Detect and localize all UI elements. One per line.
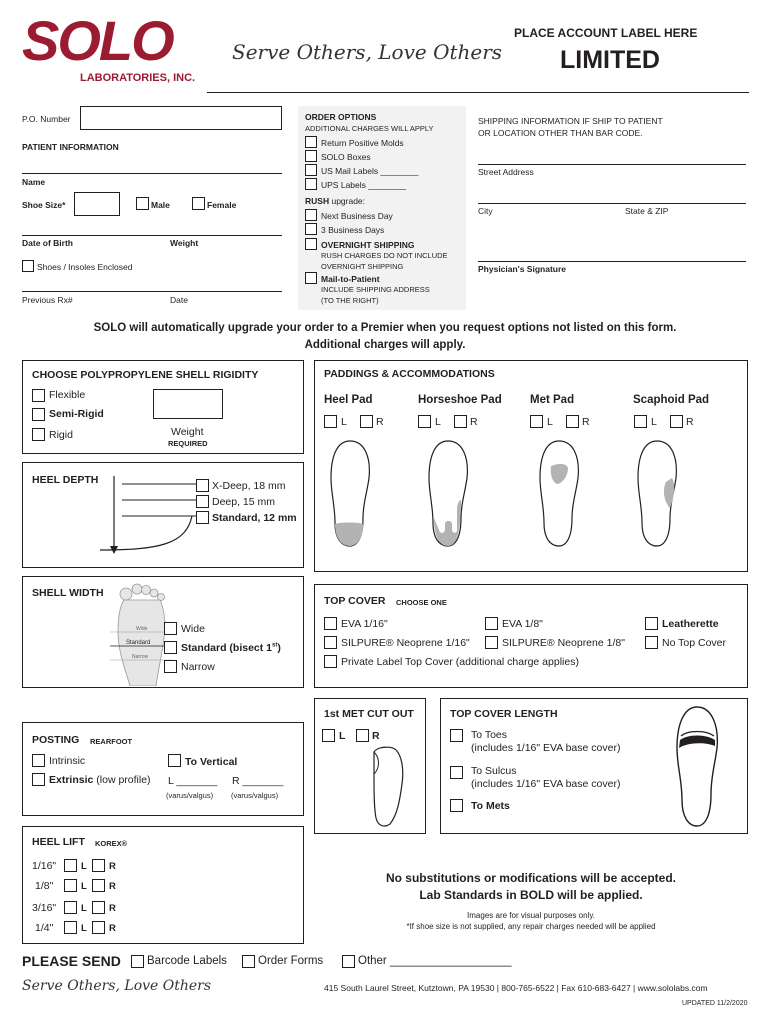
order-options-title: ORDER OPTIONS	[305, 112, 377, 122]
heel-lift-r: R	[109, 923, 116, 934]
heel-lift-r: R	[109, 903, 116, 914]
scaphoid-pad-label: Scaphoid Pad	[633, 394, 710, 406]
diagram-wide-text: Wide	[136, 626, 148, 632]
heel-pad-left-checkbox[interactable]	[324, 415, 337, 428]
pad-r-label: R	[470, 416, 478, 428]
pad-l-label: L	[547, 416, 553, 428]
no-top-cover-checkbox[interactable]	[645, 636, 658, 649]
intrinsic-checkbox[interactable]	[32, 754, 45, 767]
deep-label: Deep, 15 mm	[212, 496, 276, 508]
pad-l-label: L	[435, 416, 441, 428]
diagram-standard-text: Standard	[126, 640, 151, 646]
rearfoot-label: REARFOOT	[90, 737, 133, 746]
order-option-label: UPS Labels ________	[321, 180, 407, 190]
heel-lift-116-right-checkbox[interactable]	[92, 859, 105, 872]
rush-option-label: Next Business Day	[321, 211, 393, 221]
met-pad-left-checkbox[interactable]	[530, 415, 543, 428]
solo-boxes-checkbox[interactable]	[305, 150, 317, 162]
female-label: Female	[207, 200, 237, 210]
met-cut-r-label: R	[372, 730, 380, 742]
leatherette-checkbox[interactable]	[645, 617, 658, 630]
pad-r-label: R	[376, 416, 384, 428]
male-label: Male	[151, 200, 170, 210]
mail-note: (TO THE RIGHT)	[321, 296, 379, 305]
paddings-title: PADDINGS & ACCOMMODATIONS	[324, 368, 495, 380]
mail-note: INCLUDE SHIPPING ADDRESS	[321, 285, 430, 294]
required-label: REQUIRED	[168, 439, 208, 448]
dob-label: Date of Birth	[22, 238, 73, 248]
met-cut-insole-image	[368, 744, 408, 828]
top-cover-option: SILPURE® Neoprene 1/8"	[502, 637, 625, 649]
overnight-checkbox[interactable]	[305, 238, 317, 250]
met-pad-label: Met Pad	[530, 394, 575, 406]
header-tagline: Serve Others, Love Others	[232, 40, 503, 64]
city-label: City	[478, 206, 493, 216]
logo-sub: LABORATORIES, INC.	[80, 72, 196, 84]
extrinsic-checkbox[interactable]	[32, 773, 45, 786]
pad-l-label: L	[651, 416, 657, 428]
footer-address: 415 South Laurel Street, Kutztown, PA 19530 | 800-765-6522 | Fax 610-683-6427 | www.sololabs.com	[324, 983, 708, 993]
to-vertical-checkbox[interactable]	[168, 754, 181, 767]
heel-lift-size: 1/8"	[35, 880, 54, 892]
top-cover-option: EVA 1/16"	[341, 618, 388, 630]
heel-depth-title: HEEL DEPTH	[32, 474, 99, 486]
previous-rx-line	[22, 291, 282, 292]
scaphoid-pad-right-checkbox[interactable]	[670, 415, 683, 428]
low-profile-text: (low profile)	[96, 774, 151, 786]
top-cover-option: Leatherette	[662, 618, 719, 630]
narrow-checkbox[interactable]	[164, 660, 177, 673]
horseshoe-pad-label: Horseshoe Pad	[418, 394, 502, 406]
top-cover-option: No Top Cover	[662, 637, 727, 649]
next-day-checkbox[interactable]	[305, 209, 317, 221]
silpure-116-checkbox[interactable]	[324, 636, 337, 649]
flexible-label: Flexible	[49, 389, 86, 401]
heel-lift-18-right-checkbox[interactable]	[92, 879, 105, 892]
heel-lift-l: L	[81, 881, 87, 892]
to-toes-label: To Toes	[471, 729, 507, 741]
city-line	[478, 203, 746, 204]
semi-rigid-label: Semi-Rigid	[49, 408, 104, 420]
physician-label: Physician's Signature	[478, 264, 566, 274]
shoe-size-field[interactable]	[74, 192, 120, 216]
x-deep-label: X-Deep, 18 mm	[212, 480, 286, 492]
heel-lift-l: L	[81, 903, 87, 914]
foot-width-diagram	[110, 582, 172, 686]
x-deep-checkbox[interactable]	[196, 479, 209, 492]
disclaimer-note: Images are for visual purposes only.	[467, 911, 595, 920]
pad-l-label: L	[341, 416, 347, 428]
pad-r-label: R	[686, 416, 694, 428]
met-cut-left-checkbox[interactable]	[322, 729, 335, 742]
scaphoid-pad-insole-image	[632, 438, 682, 550]
weight-label: Weight	[170, 238, 199, 248]
account-label: PLACE ACCOUNT LABEL HERE	[514, 26, 698, 40]
heel-lift-size: 1/4"	[35, 922, 54, 934]
scaphoid-pad-left-checkbox[interactable]	[634, 415, 647, 428]
narrow-label: Narrow	[181, 661, 215, 673]
to-toes-checkbox[interactable]	[450, 729, 463, 742]
overnight-note: RUSH CHARGES DO NOT INCLUDE	[321, 251, 448, 260]
po-number-label: P.O. Number	[22, 114, 71, 124]
wide-label: Wide	[181, 623, 205, 635]
standard-depth-label: Standard, 12 mm	[212, 512, 297, 524]
to-sulcus-checkbox[interactable]	[450, 766, 463, 779]
met-cut-right-checkbox[interactable]	[356, 729, 369, 742]
heel-pad-right-checkbox[interactable]	[360, 415, 373, 428]
street-line	[478, 164, 746, 165]
other-label: Other ___________________	[358, 955, 512, 967]
standard-width-label	[181, 642, 281, 654]
top-cover-option: EVA 1/8"	[502, 618, 543, 630]
weight-field[interactable]	[153, 389, 223, 419]
varus-valgus-label: (varus/valgus)	[231, 791, 279, 800]
to-mets-checkbox[interactable]	[450, 799, 463, 812]
heel-lift-316-right-checkbox[interactable]	[92, 901, 105, 914]
standard-width-sup: st	[272, 642, 278, 649]
top-cover-title: TOP COVER	[324, 595, 386, 607]
logo-main: SOLO	[22, 9, 173, 72]
physician-line	[478, 261, 746, 262]
rush-suffix: upgrade:	[331, 196, 366, 206]
heel-lift-size: 3/16"	[32, 902, 57, 914]
please-send-title: PLEASE SEND	[22, 953, 121, 969]
ups-labels-checkbox[interactable]	[305, 178, 317, 190]
heel-lift-r: R	[109, 861, 116, 872]
footer-tagline: Serve Others, Love Others	[22, 978, 212, 994]
order-option-label: SOLO Boxes	[321, 152, 371, 162]
intrinsic-label: Intrinsic	[49, 755, 86, 767]
shoe-size-label: Shoe Size*	[22, 200, 66, 210]
heel-lift-14-right-checkbox[interactable]	[92, 921, 105, 934]
met-pad-right-checkbox[interactable]	[566, 415, 579, 428]
rush-option-label: 3 Business Days	[321, 225, 385, 235]
shipping-info-line: SHIPPING INFORMATION IF SHIP TO PATIENT	[478, 116, 663, 126]
dob-line	[22, 235, 282, 236]
to-mets-label: To Mets	[471, 800, 510, 812]
disclaimer-line: No substitutions or modifications will be accepted.	[385, 871, 677, 885]
eva-18-checkbox[interactable]	[485, 617, 498, 630]
to-sulcus-note: (includes 1/16" EVA base cover)	[471, 778, 621, 790]
silpure-18-checkbox[interactable]	[485, 636, 498, 649]
semi-rigid-checkbox[interactable]	[32, 408, 45, 421]
shoes-insoles-label: Shoes / Insoles Enclosed	[37, 262, 133, 272]
met-pad-insole-image	[534, 438, 584, 550]
order-options-note: ADDITIONAL CHARGES WILL APPLY	[305, 124, 434, 133]
rush-label: RUSH	[305, 196, 330, 206]
mail-to-patient-checkbox[interactable]	[305, 272, 317, 284]
shipping-info-line: OR LOCATION OTHER THAN BAR CODE.	[478, 128, 643, 138]
male-checkbox[interactable]	[136, 197, 149, 210]
diagram-narrow-text: Narrow	[132, 654, 149, 660]
notice-line: SOLO will automatically upgrade your order to a Premier when you request options not listed on this form.	[93, 322, 677, 334]
us-mail-checkbox[interactable]	[305, 164, 317, 176]
shoes-insoles-checkbox[interactable]	[22, 260, 34, 272]
upgrade-notice	[22, 320, 748, 354]
to-vertical-label: To Vertical	[185, 756, 238, 768]
heel-lift-title: HEEL LIFT	[32, 836, 85, 848]
top-cover-length-insole-image	[672, 704, 722, 830]
name-label: Name	[22, 177, 46, 187]
standard-depth-checkbox[interactable]	[196, 511, 209, 524]
posting-r-field[interactable]: R _______	[232, 775, 284, 787]
to-toes-note: (includes 1/16" EVA base cover)	[471, 742, 621, 754]
heel-lift-14-left-checkbox[interactable]	[64, 921, 77, 934]
extrinsic-label	[49, 774, 151, 786]
met-cut-title: 1st MET CUT OUT	[324, 708, 414, 720]
paddings-section	[314, 360, 748, 572]
mail-to-patient-label: Mail-to-Patient	[321, 274, 380, 284]
disclaimer-note: *If shoe size is not supplied, any repair charges needed will be applied	[406, 922, 656, 931]
wide-checkbox[interactable]	[164, 622, 177, 635]
patient-info-title: PATIENT INFORMATION	[22, 142, 119, 152]
private-label-checkbox[interactable]	[324, 655, 337, 668]
order-forms-label: Order Forms	[258, 955, 324, 967]
heel-lift-18-left-checkbox[interactable]	[64, 879, 77, 892]
heel-lift-116-left-checkbox[interactable]	[64, 859, 77, 872]
heel-pad-insole-image	[325, 438, 375, 550]
top-cover-choose: CHOOSE ONE	[396, 598, 447, 607]
korex-label: KOREX®	[95, 839, 128, 848]
met-cut-l-label: L	[339, 730, 346, 742]
disclaimer-line: Lab Standards in BOLD will be applied.	[419, 888, 643, 902]
heel-lift-r: R	[109, 881, 116, 892]
posting-l-field[interactable]: L _______	[168, 775, 218, 787]
header-divider	[207, 92, 749, 93]
state-zip-label: State & ZIP	[625, 206, 669, 216]
barcode-labels-checkbox[interactable]	[131, 955, 144, 968]
eva-116-checkbox[interactable]	[324, 617, 337, 630]
overnight-note: OVERNIGHT SHIPPING	[321, 262, 404, 271]
overnight-label: OVERNIGHT SHIPPING	[321, 240, 415, 250]
deep-checkbox[interactable]	[196, 495, 209, 508]
standard-width-text: Standard (bisect 1	[181, 642, 273, 654]
top-cover-option: SILPURE® Neoprene 1/16"	[341, 637, 470, 649]
extrinsic-text: Extrinsic	[49, 774, 94, 786]
rush-line	[305, 196, 365, 206]
top-cover-length-title: TOP COVER LENGTH	[450, 708, 558, 720]
previous-rx-label: Previous Rx#	[22, 295, 73, 305]
order-option-label: Return Positive Molds	[321, 138, 404, 148]
horseshoe-pad-left-checkbox[interactable]	[418, 415, 431, 428]
heel-lift-l: L	[81, 861, 87, 872]
to-sulcus-label: To Sulcus	[471, 765, 517, 777]
notice-line: Additional charges will apply.	[304, 339, 466, 351]
heel-lift-l: L	[81, 923, 87, 934]
name-line	[22, 173, 282, 174]
posting-title: POSTING	[32, 734, 80, 746]
horseshoe-pad-insole-image	[423, 438, 473, 550]
street-label: Street Address	[478, 167, 534, 177]
disclaimer	[314, 870, 748, 932]
weight-label: Weight	[171, 426, 204, 438]
shell-rigidity-title: CHOOSE POLYPROPYLENE SHELL RIGIDITY	[32, 369, 259, 381]
heel-lift-316-left-checkbox[interactable]	[64, 901, 77, 914]
limited-title: LIMITED	[560, 46, 660, 74]
three-day-checkbox[interactable]	[305, 223, 317, 235]
date-label: Date	[170, 295, 188, 305]
other-checkbox[interactable]	[342, 955, 355, 968]
standard-width-checkbox[interactable]	[164, 641, 177, 654]
heel-pad-label: Heel Pad	[324, 394, 373, 406]
top-cover-option: Private Label Top Cover (additional charge applies)	[341, 656, 579, 668]
return-molds-checkbox[interactable]	[305, 136, 317, 148]
rigid-checkbox[interactable]	[32, 428, 45, 441]
heel-lift-size: 1/16"	[32, 860, 57, 872]
shell-width-title: SHELL WIDTH	[32, 587, 104, 599]
rigid-label: Rigid	[49, 429, 73, 441]
pad-r-label: R	[582, 416, 590, 428]
order-forms-checkbox[interactable]	[242, 955, 255, 968]
heel-depth-diagram	[100, 476, 204, 556]
standard-width-close: )	[277, 642, 281, 654]
female-checkbox[interactable]	[192, 197, 205, 210]
varus-valgus-label: (varus/valgus)	[166, 791, 214, 800]
order-option-label: US Mail Labels ________	[321, 166, 419, 176]
updated-date: UPDATED 11/2/2020	[682, 1000, 748, 1007]
flexible-checkbox[interactable]	[32, 389, 45, 402]
horseshoe-pad-right-checkbox[interactable]	[454, 415, 467, 428]
po-number-field[interactable]	[80, 106, 282, 130]
barcode-labels-label: Barcode Labels	[147, 955, 227, 967]
